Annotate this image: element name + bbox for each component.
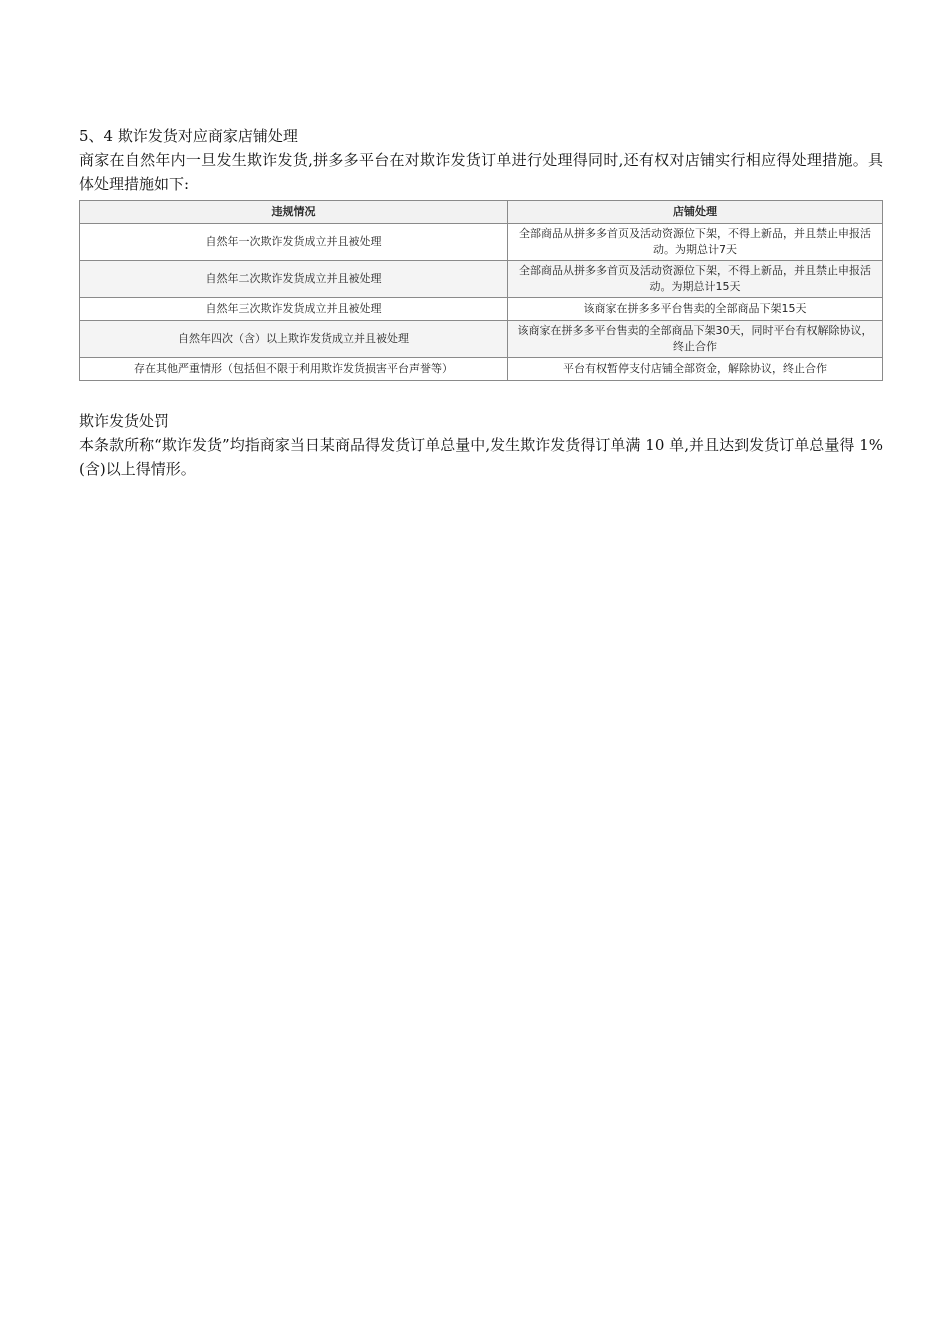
violation-cell: 存在其他严重情形（包括但不限于利用欺诈发货损害平台声誉等）: [80, 358, 508, 381]
table-row: [80, 358, 883, 381]
table-row: [80, 224, 883, 261]
violation-cell: 自然年二次欺诈发货成立并且被处理: [80, 261, 508, 298]
header-store-action: 店铺处理: [508, 201, 883, 224]
violation-cell: 自然年三次欺诈发货成立并且被处理: [80, 298, 508, 321]
violation-cell: 自然年一次欺诈发货成立并且被处理: [80, 224, 508, 261]
store-action-cell: 全部商品从拼多多首页及活动资源位下架，不得上新品，并且禁止申报活动。为期总计7天: [508, 224, 883, 261]
violation-cell: 自然年四次（含）以上欺诈发货成立并且被处理: [80, 321, 508, 358]
section-intro-paragraph: 商家在自然年内一旦发生欺诈发货,拼多多平台在对欺诈发货订单进行处理得同时,还有权对店铺实行相应得处理措施。具体处理措施如下:: [79, 151, 883, 193]
table-row: [80, 298, 883, 321]
table-row: [80, 321, 883, 358]
header-violation: 违规情况: [80, 201, 508, 224]
store-action-cell: 平台有权暂停支付店铺全部资金，解除协议，终止合作: [508, 358, 883, 381]
store-action-cell: 该商家在拼多多平台售卖的全部商品下架15天: [508, 298, 883, 321]
store-action-cell: 全部商品从拼多多首页及活动资源位下架，不得上新品，并且禁止申报活动。为期总计15天: [508, 261, 883, 298]
fraud-penalty-section: [79, 409, 883, 481]
section-heading-fraud-penalty: 欺诈发货处罚: [79, 412, 170, 430]
document-page: [79, 124, 883, 481]
fraud-definition-paragraph: 本条款所称“欺诈发货”均指商家当日某商品得发货订单总量中,发生欺诈发货得订单满 10 单,并且达到发货订单总量得 1%(含)以上得情形。: [79, 436, 883, 478]
store-action-cell: 该商家在拼多多平台售卖的全部商品下架30天，同时平台有权解除协议，终止合作: [508, 321, 883, 358]
table-header-row: [80, 201, 883, 224]
penalty-table: [79, 200, 883, 381]
section-heading-store-handling: 5、4 欺诈发货对应商家店铺处理: [79, 127, 298, 145]
table-row: [80, 261, 883, 298]
